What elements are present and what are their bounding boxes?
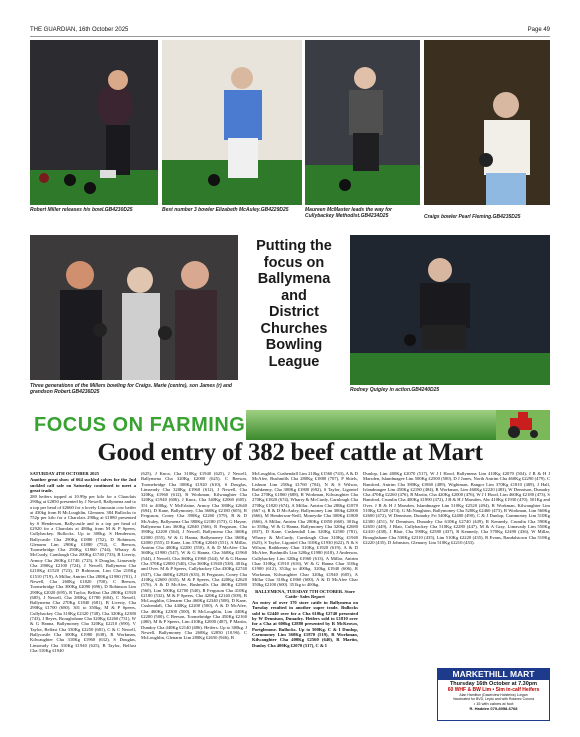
advert-title: MARKETHILL MART — [438, 669, 549, 680]
photo-robert-miller — [30, 40, 158, 205]
article-text: Dunlop, Lim 400Kg £2070 (517), W J I Hood, Ballymena Lim 410Kg £2070 (504), J B & H J Marsden, Islandmagee Lim 500Kg £2500 (500), D J Jones, North Antrim Cha 460Kg £2290 (479), C Bamford, Antrim Cha 380Kg £1860 (489), Wightman, Bangor Lim 370Kg £1810 (489), J Hall, Islandmagee Lim 450Kg £2180 (484), R Workman, Lim 460Kg £2220 (483), W Dennison, Dunadry Cha 470Kg £2260 (476), R Martin, Cha 420Kg £2000 (476), W J I Hood, Lim 460Kg £2180 (473), S Bamford, Crumlin Cha 400Kg £1890 (472), J B & H J Marsden, Abr 410Kg £1930 (470). 501Kg and Over. J B & H J Marsden, Islandmagee Lim 510Kg £2520 (494), R Workman, Kilwaughter Lim 510Kg £2520 (474), G McNaughton, Ballymoney Cha 520Kg £2460 (473), R Workman, Lim 560Kg £2600 (472), W Dennison, Dunadry Fri 540Kg £2480 (490), C & J Dunlop, Carnmoney Lim 510Kg £2300 (451), W Dennison, Dunadry Cha 610Kg £2740 (449), R Kennedy, Crumlin Cha 590Kg £2650 (449), J Blair, Cullybackey Cha 510Kg £2280 (447), M & A Gray, Limavady Lim 550Kg £2410 (438), J Blair, Cha 590Kg £2580 (437), R Kennedy, Cha 570Kg £2490 (436), W Millar, Broughshane Cha 530Kg £2310 (435), Lim 510Kg £2220 (435), R Evans, Randalstown Cha 510Kg £2220 (435), D Johnston, Glenarry Lim 510Kg £2210 (433). — [363, 471, 550, 545]
feature-headline-line: and — [281, 287, 307, 304]
article-intro: Another great show of 664 suckled calves for the 2nd suckled calf sale on Saturday continued to meet a great trade. — [30, 477, 136, 493]
article-column-4 — [363, 471, 550, 667]
feature-headline-line: District — [269, 304, 319, 320]
page-header — [30, 27, 550, 37]
article-text: An entry of over 370 store cattle in Ballymena on Tuesday resulted in another super trade. Bullocks sold to £2440 over for a Cha 610kg £2740 presented by W Dennison, Dunadry. Heifers sold to £1810 over for a Cha at 600kg £2880 presented by R McKeown, Portglenone. Bullocks. Up to 500Kg. C & I Dunlop, Carnmoney Lim 360Kg £1870 (519), R Workman, Kilwaughter Cha 400Kg £2560 (640), R Martin, Dunloy Cha 400Kg £2070 (517), C & I — [252, 600, 358, 648]
banner-field-image — [246, 410, 496, 440]
feature-headline-line: Churches — [260, 320, 328, 337]
caption-3: Maureen McMaster leads the way for Cullybackey Methodist.GB4234D25 — [305, 207, 392, 219]
advert-text: Alan Hamilton (Dawnview Holsteins) Lurgan — [459, 693, 528, 697]
photo-millers-three-generations — [30, 235, 238, 380]
focus-on-farming-banner — [30, 410, 550, 440]
publication-date: THE GUARDIAN, 16th October 2025 — [30, 27, 129, 33]
photo-rodney-quigley — [350, 235, 550, 385]
page-number: Page 49 — [527, 27, 550, 33]
photo-maureen-mcmaster — [305, 40, 420, 205]
advert-date: Thursday 16th October at 7.30pm — [449, 681, 538, 687]
article-column-3 — [252, 471, 358, 733]
advert-contact: R. Hadden 079-8958-6768 — [469, 706, 518, 711]
banner-title: FOCUS ON FARMING — [34, 414, 246, 436]
caption-2: Best number 3 bowler Elizabeth McAuley.GB4229D25 — [162, 207, 289, 213]
article-subhead: BALLYMENA, TUESDAY 7TH OCTOBER. Store Cattle- Sales Report — [255, 588, 355, 599]
markethill-mart-advert — [437, 668, 550, 721]
article-text: McLoughlin, Cushendall Lim 210kg £1560 (743), A & D McAfee, Bushmills Cha 280Kg £1880 (707), P Shiels, Lisburn Lim 250kg £1760 (704), N & S Wilson, Rathkenny, Cha 300Kg £1800 (692), S Taylor, Ligoniel Cha 270Kg £1860 (688), R Workman, Kilwaughter Cha 270Kg £1820 (674), Wharry & McCurdy, Carnlough Cha 270Kg £1820 (674), A Millar, Antrim Cha 280kg £1870 (667 s), R & D McAuley, Ballymoney Lim 300kg £2000 (666), M Henderson-Neill, Moneydie Cha 300Kg £1800 (666), A Millar, Antrim Cha 280Kg £1850 (660). 301kg to 350kg. W & G Hanna, Ballymoney Cha 320kg £2680 (837), D Kane, Cushendall Lim 320Kg £2500 (781), Wharry & McCurdy, Carnlough Char 310Kg £1940 (625), S Taylor, Ligoniel Cha 310Kg £1930 (622), N & S Wilson, Rathkenny Char 310Kg £1920 (619), A & D McAfee, Bushmills Lim 320kg £1980 (618), J Anderson, Cullybackey Lim 320kg £1960 (613), A Millar, Antrim Char 310Kg £1910 (616), W & G Hanna Char 310kg £1900 (612), 351kg to 400kg. 320kg £1940 (606), R Workman, Kilwaughter Char 320kg £1940 (605), A Millar Char 310kg £1860 (600), A & D McAfee Char 350kg £2100 (600). 351kg to 400kg. — [252, 471, 358, 588]
photo-pearl-fleming — [424, 40, 550, 205]
advert-text: • 15 with calves at foot — [473, 701, 514, 706]
feature-headline-line: Putting the — [256, 238, 332, 254]
advert-text: Vaccinated for BVD, Lepto and with Rotavec Corona — [452, 697, 535, 701]
article-text: 280 heifers topped at 10.99p per kilo for a Charolais 290kg at £2850 presented by J Newell, Ballymena and to a top per head of £2660 for a lovely Limousin cow heifer at 430kg from B McLoughlin, Glenarm. 384 Bullocks to 752p per kilo for a Charolais 290kg at £1880 presented by S Henderson, Ballycastle and to a top per head of £2920 for a Charolais at 480kg from M & P Speers, Cullybackey. Bullocks. Up to 300kg. S Henderson, Ballycastle Cha 290Kg £1880 (752), D Robinson, Glenarm Lim 290Kg £1880 (752), C Beeson, Toomebridge Cha 290Kg £1860 (744), Wharry & McCurdy, Carnlough Cha 200Kg £1740 (733), B Liverty, Armoy Cha 260Kg £1740, (725), S Douglas, Limavady Cha 290Kg £2100 (724), J Newell, Ballymena Cha £210Kg £1520 (723), D Robinson, Lim Cha 210Kg £1510 (719), A Millar, Antrim Cha 280Kg £1980 (701), J Newell, Cha 260Kg £1820 (700), C Beeson, Toomebridge Cha 300Kg £2090 (696), D Robinson Lim 290Kg £2020 (695), R Taylor, Belfast Cha 280Kg £1920 (685), J Newell, Cha 280Kg £1780 (684), C Newell, Ballymena Cha 270Kg £1840 (681), B Liverty, Cha 290Kg £1700 (680). 301 to 350kg. M & P Speers, Cullybackey Cha 310Kg £2320 (748), Cha 320Kg £2380 (743), J Reyes, Broughshane Cha 320Kg £2260 (731), W & G Hanna, Ballymoney Cha 320Kg £2210 (690), V Taylor, Belfast Cha 330Kg £2250 (681), C & C Newell, Ballycastle Cha 300Kg £1980 (638), R Workman, Kilwaughter Cha 310Kg £1960 (632), S Douglas, Limavady Cha 310Kg £1940 (625), B Taylor, Belfast Cha 310Kg £1940 — [30, 494, 136, 653]
article-headline: Good entry of 382 beef cattle at Mart — [97, 439, 483, 466]
caption-5: Three generations of the Millers bowling for Craigs. Marie (centre), son James (r) and grandson Robert.GB4236D25 — [30, 383, 232, 395]
feature-headline-line: League — [268, 353, 320, 370]
advert-headline: 60 WHF & BW Lim • Sim in-calf Heifers — [447, 687, 540, 693]
caption-1: Robert Miller releases his bowl.GB4230D25 — [30, 207, 133, 213]
caption-6: Rodney Quigley in action.GB4240D25 — [350, 387, 440, 393]
article-text: (625), J Knox, Cha 310Kg £1940 (625), J Newell, Ballymena Cha 320Kg £2000 (625), C Beeson, Toomebridge Cha 300Kg £1920 (610), S Douglas, Limavady Cha 320Kg £1960 (612), J Newell, Cha 320Kg £1960 (612), R Workman, Kilwaughter Cha 320Kg £1940 (606), J Knox, Cha 340Kg £2060 (605). 351 to 400kg. V McErlaine, Armoy Cha 380Kg £2640 (694), D Kane, Ballymoney, Cha 360Kg £2180 (605), R Ferguson, Coney Cha 390Kg £2260 (579), B & D McAuley, Ballymena Cha 380Kg £2180 (573), G Hayne, Ballymena Lim 360Kg £2040 (566), R Ferguson, Cha 390Kg £2200 (564), J Newell, Ballymena Cha 360Kg £2000 (555), W & G Hanna, Ballymoney Cha 360Kg £2000 (555), D Kane, Lim 370Kg £2040 (551), A Millar, Antrim Cha 400Kg £2200 (550), A & D McAfee Cha 360Kg £1980 (547), W & G Hanna, Cha 360Kg £1960 (544), J Newell, Cha 360Kg £1960 (544), W & G Hanna Cha 370Kg £2000 (540), Cha 360Kg £1940 (538). 401kg and Over. M & P Speers, Cullybackey Cha 430Kg £2740 (637), Cha 460Kg £2920 (635), R Ferguson, Coney Cha 410Kg £2600 (635), M & P Speers, Cha 420Kg £2620 (576), A & D McAfee, Bushmills Cha 460Kg £2580 (560), Lim 500Kg £2700 (540), R Ferguson Cha 410Kg £2180 (532), M & P Speers, Cha 420Kg £2140 (509), B McLoughlin, Glenarm Cha 460Kg £2340 (508), D Kane, Cushendall, Cha 440Kg £2200 (500), A & D McAfee, Cha 460Kg £2300 (500), B McLoughlin, Lim 440Kg £2200 (500), C Beeson, Toomebridge Cha 450Kg £2160 (480), M & P Speers, Lim 410Kg £2000 (487), P Martin, Dundoy Cha 440Kg £2140 (486). Heifers. Up to 300kg. J Newell, Ballymoney Cha 260Kg £2850 (10.96), C McLoughlin, Glenarm Lim 280Kg £2650 (946), B — [141, 471, 247, 641]
feature-headline — [243, 235, 345, 385]
feature-headline-line: Ballymena — [257, 271, 331, 287]
feature-headline-line: focus on — [263, 254, 325, 271]
banner-tractor-image — [496, 410, 550, 440]
caption-4: Craigs bowler Pearl Fleming.GB4235D25 — [424, 214, 521, 220]
feature-headline-line: Bowling — [265, 337, 323, 353]
article-date: SATURDAY 4TH OCTOBER 2025 — [30, 471, 100, 476]
article-column-1 — [30, 471, 136, 733]
photo-elizabeth-mcauley — [162, 40, 302, 205]
article-column-2 — [141, 471, 247, 733]
